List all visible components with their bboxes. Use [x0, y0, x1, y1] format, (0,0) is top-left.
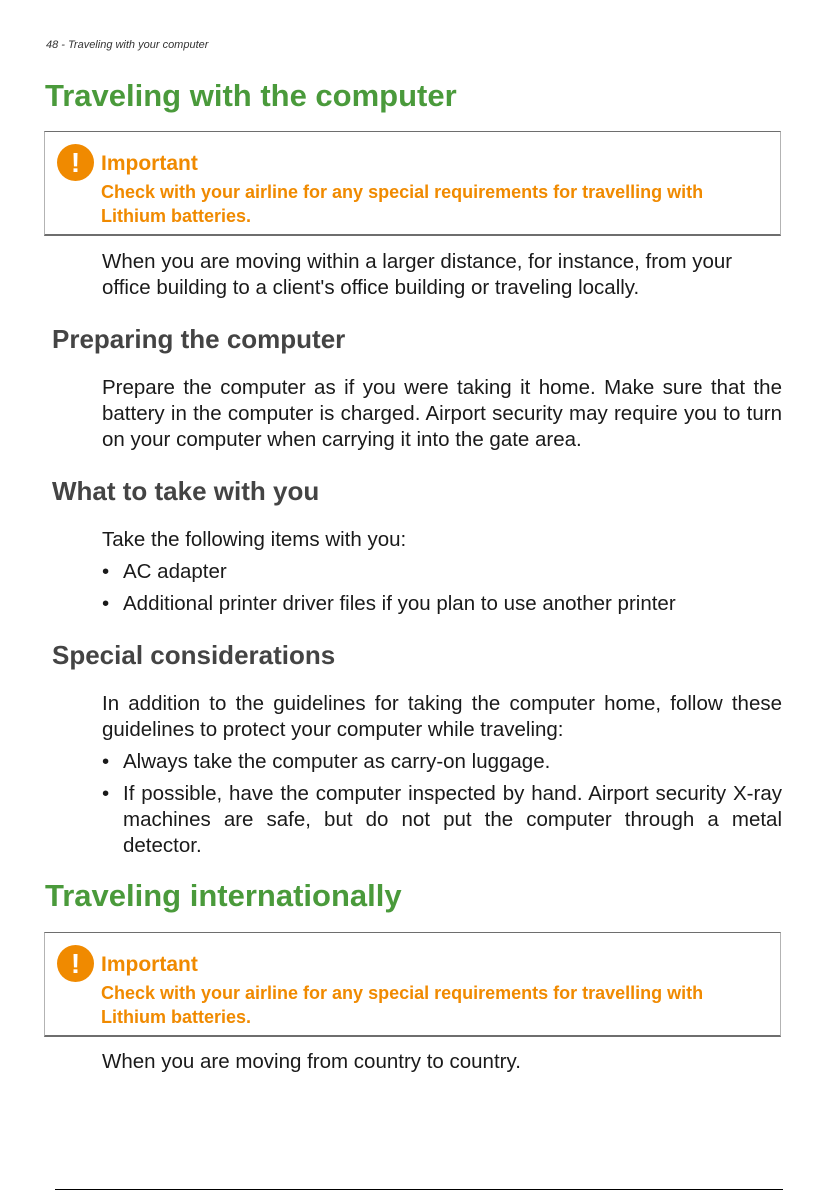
important-note [44, 932, 781, 1037]
special-list [102, 749, 782, 865]
special-intro: In addition to the guidelines for taking the computer home, follow these guidelines to protect your computer while traveling: [102, 692, 782, 741]
footer-rule [55, 1189, 783, 1190]
note-title: Important [101, 953, 198, 976]
subheading-preparing: Preparing the computer [52, 324, 346, 354]
international-intro: When you are moving from country to country. [102, 1050, 521, 1073]
note-body: Check with your airline for any special requirements for travelling with Lithium batteries. [101, 182, 704, 226]
list-item [102, 781, 782, 859]
list-item [102, 559, 782, 585]
note-body: Check with your airline for any special requirements for travelling with Lithium batteries. [101, 983, 704, 1027]
list-item [102, 749, 782, 775]
list-item-text: Always take the computer as carry-on luggage. [123, 750, 551, 773]
section-title-traveling-internationally: Traveling internationally [45, 878, 402, 913]
bullet-glyph: • [102, 592, 110, 615]
list-item-text: Additional printer driver files if you plan to use another printer [123, 592, 676, 615]
list-item [102, 591, 782, 617]
section-title-traveling-with-computer: Traveling with the computer [45, 78, 457, 113]
important-note [44, 131, 781, 236]
what-to-take-list [102, 559, 782, 623]
bullet-glyph: • [102, 560, 110, 583]
list-item-text: AC adapter [123, 560, 227, 583]
preparing-paragraph: Prepare the computer as if you were taking it home. Make sure that the battery in the computer is charged. Airport security may require you to turn on your computer when carrying it into the gate area. [102, 376, 782, 451]
exclamation-icon: ! [57, 945, 94, 982]
what-to-take-intro: Take the following items with you: [102, 528, 407, 551]
bullet-glyph: • [102, 782, 110, 805]
bullet-glyph: • [102, 750, 110, 773]
intro-paragraph: When you are moving within a larger distance, for instance, from your office building to a client's office building or traveling locally. [102, 250, 733, 299]
subheading-what-to-take: What to take with you [52, 476, 320, 506]
note-title: Important [101, 152, 198, 175]
subheading-special-considerations: Special considerations [52, 640, 336, 670]
exclamation-icon: ! [57, 144, 94, 181]
running-header: 48 - Traveling with your computer [46, 39, 209, 51]
list-item-text: If possible, have the computer inspected by hand. Airport security X-ray machines are safe, but do not put the computer through a metal detector. [123, 782, 782, 857]
